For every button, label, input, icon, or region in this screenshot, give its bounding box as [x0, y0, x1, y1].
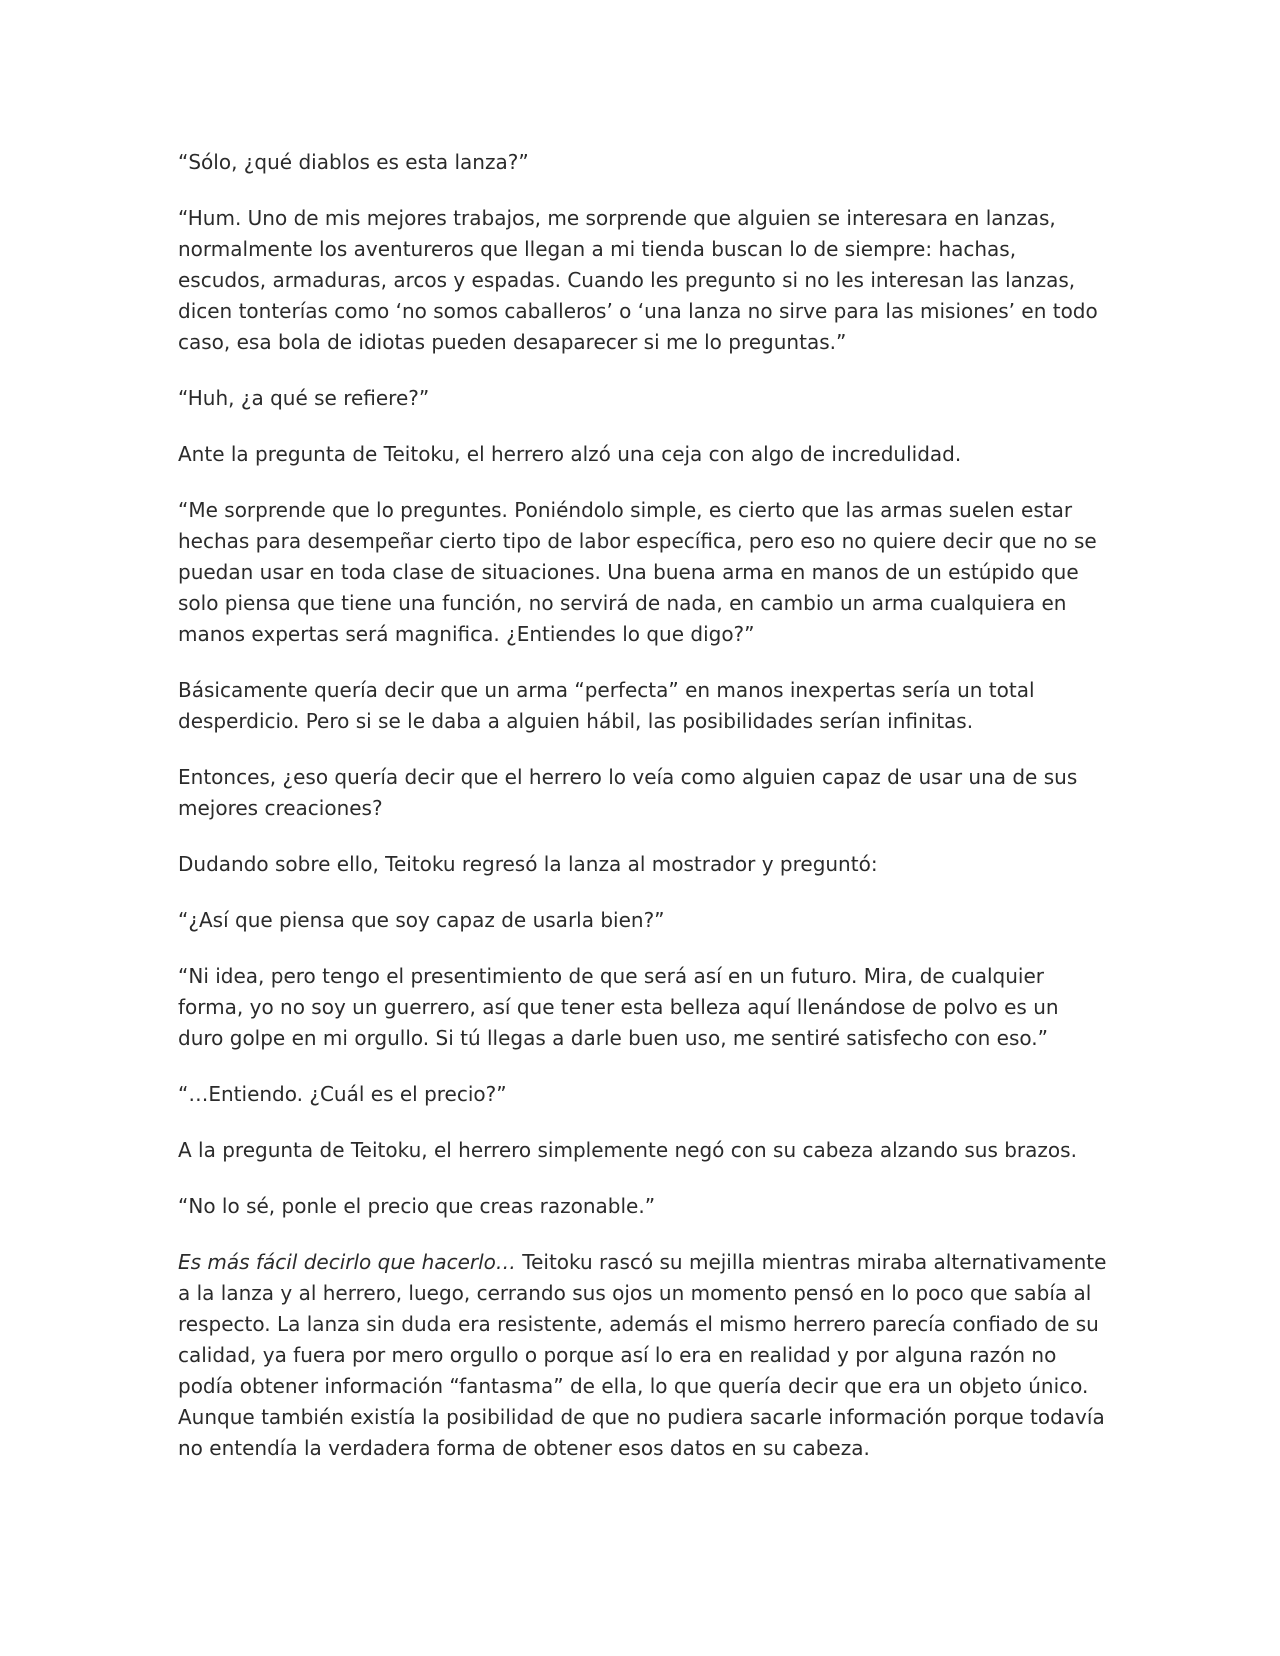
paragraph-9: “¿Así que piensa que soy capaz de usarla bien?” [178, 908, 665, 932]
paragraph-8: Dudando sobre ello, Teitoku regresó la lanza al mostrador y preguntó: [178, 852, 878, 876]
paragraph-7: Entonces, ¿eso quería decir que el herrero lo veía como alguien capaz de usar una de sus mejores creaciones? [178, 765, 1078, 820]
paragraph-6: Básicamente quería decir que un arma “perfecta” en manos inexpertas sería un total desperdicio. Pero si se le daba a alguien hábil, las posibilidades serían infinitas. [178, 678, 1035, 733]
paragraph-14 [178, 1247, 1108, 1464]
paragraph-12: A la pregunta de Teitoku, el herrero simplemente negó con su cabeza alzando sus brazos. [178, 1138, 1077, 1162]
paragraph-13: “No lo sé, ponle el precio que creas razonable.” [178, 1194, 656, 1218]
paragraph-14-text: Teitoku rascó su mejilla mientras miraba alternativamente a la lanza y al herrero, luego, cerrando sus ojos un momento pensó en lo poco que sabía al respecto. La lanza sin duda era resistente, además el mismo herrero parecía confiado de su calidad, ya fuera por mero orgullo o porque así lo era en realidad y por alguna razón no podía obtener información “fantasma” de ella, lo que quería decir que era un objeto único. Aunque también existía la posibilidad de que no pudiera sacarle información porque todavía no entendía la verdadera forma de obtener esos datos en su cabeza. [178, 1250, 1107, 1460]
paragraph-4: Ante la pregunta de Teitoku, el herrero alzó una ceja con algo de incredulidad. [178, 442, 962, 466]
paragraph-1: “Sólo, ¿qué diablos es esta lanza?” [178, 150, 529, 174]
paragraph-10: “Ni idea, pero tengo el presentimiento de que será así en un futuro. Mira, de cualquier forma, yo no soy un guerrero, así que tener esta belleza aquí llenándose de polvo es un duro golpe en mi orgullo. Si tú llegas a darle buen uso, me sentiré satisfecho con eso.” [178, 964, 1059, 1050]
paragraph-3: “Huh, ¿a qué se refiere?” [178, 386, 430, 410]
italic-phrase: Es más fácil decirlo que hacerlo… [178, 1250, 516, 1274]
paragraph-5: “Me sorprende que lo preguntes. Poniéndolo simple, es cierto que las armas suelen estar hechas para desempeñar cierto tipo de labor específica, pero eso no quiere decir que no se puedan usar en toda clase de situaciones. Una buena arma en manos de un estúpido que solo piensa que tiene una función, no servirá de nada, en cambio un arma cualquiera en manos expertas será magnifica. ¿Entiendes lo que digo?” [178, 498, 1097, 646]
paragraph-2: “Hum. Uno de mis mejores trabajos, me sorprende que alguien se interesara en lanzas, normalmente los aventureros que llegan a mi tienda buscan lo de siempre: hachas, escudos, armaduras, arcos y espadas. Cuando les pregunto si no les interesan las lanzas, dicen tonterías como ‘no somos caballeros’ o ‘una lanza no sirve para las misiones’ en todo caso, esa bola de idiotas pueden desaparecer si me lo preguntas.” [178, 206, 1098, 354]
paragraph-11: “…Entiendo. ¿Cuál es el precio?” [178, 1082, 507, 1106]
document-page [178, 147, 1108, 1489]
